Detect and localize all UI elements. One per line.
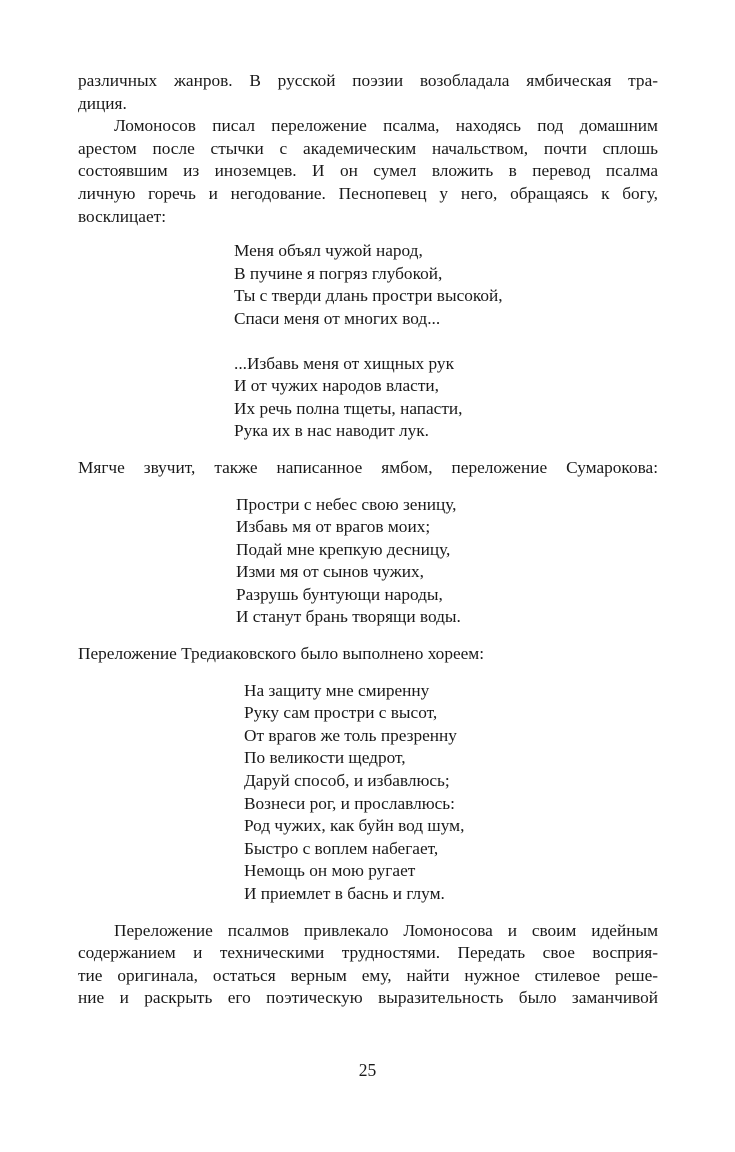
poem-line: Изми мя от сынов чужих, (236, 562, 424, 582)
text-line: личную горечь и негодование. Песнопевец у него, обращаясь к богу, (78, 183, 658, 203)
text-line: состоявшим из иноземцев. И он сумел вложить в перевод псалма (78, 161, 658, 181)
text-line: Ломоносов писал переложение псалма, находясь под домашним (114, 116, 658, 136)
poem-line: Немощь он мою ругает (244, 861, 416, 881)
text-line: содержанием и техническими трудностями. Передать свое восприя- (78, 943, 658, 963)
trediakovsky-intro (78, 643, 658, 666)
poem-line: ...Избавь меня от хищных рук (234, 353, 454, 373)
poem-line: Быстро с воплем набегает, (244, 838, 439, 858)
text-line: Переложение псалмов привлекало Ломоносова и своим идейным (114, 920, 658, 940)
text-line: тие оригинала, остаться верным ему, найти нужное стилевое реше- (78, 965, 658, 985)
poem-line: Простри с небес свою зеницу, (236, 494, 457, 514)
poem-line: Рука их в нас наводит лук. (234, 421, 429, 441)
poem-line: На защиту мне смиренну (244, 680, 430, 700)
poem-line: Вознеси рог, и прославлюсь: (244, 793, 455, 813)
poem-line: В пучине я погряз глубокой, (234, 263, 443, 283)
opening-paragraph (78, 70, 658, 115)
page-number: 25 (358, 1060, 377, 1080)
poem-line: Род чужих, как буйн вод шум, (244, 816, 465, 836)
lomonosov-stanza-1 (78, 240, 658, 330)
poem-line: Их речь полна тщеты, напасти, (234, 398, 463, 418)
poem-line: Подай мне крепкую десницу, (236, 539, 451, 559)
poem-line: Разрушь бунтующи народы, (236, 584, 443, 604)
trediakovsky-poem (78, 680, 658, 906)
poem-line: Избавь мя от врагов моих; (236, 517, 431, 537)
poem-line: Даруй способ, и избавлюсь; (244, 771, 450, 791)
text-line: диция. (78, 93, 127, 113)
page-body (78, 70, 658, 1010)
lomonosov-stanza-2 (78, 353, 658, 443)
text-line: восклицает: (78, 206, 166, 226)
text-line: Мягче звучит, также написанное ямбом, переложение Сумарокова: (78, 457, 658, 477)
sumarokov-poem (78, 494, 658, 630)
poem-line: По великости щедрот, (244, 748, 406, 768)
poem-line: И станут брань творящи воды. (236, 607, 461, 627)
poem-line: И приемлет в баснь и глум. (244, 884, 445, 903)
text-line: Переложение Тредиаковского было выполнено хореем: (78, 644, 485, 664)
text-line: арестом после стычки с академическим начальством, почти сплошь (78, 138, 658, 158)
sumarokov-intro (78, 457, 658, 480)
text-line: ние и раскрыть его поэтическую выразительность было заманчивой (78, 988, 658, 1008)
poem-line: Ты с тверди длань простри высокой, (234, 286, 503, 306)
closing-paragraph (78, 920, 658, 1010)
poem-line: Спаси меня от многих вод... (234, 308, 441, 328)
poem-line: И от чужих народов власти, (234, 376, 439, 396)
poem-line: Меня объял чужой народ, (234, 241, 423, 261)
text-line: различных жанров. В русской поэзии возобладала ямбическая тра- (78, 71, 658, 90)
poem-line: От врагов же толь презренну (244, 725, 457, 745)
poem-line: Руку сам простри с высот, (244, 703, 438, 723)
lomonosov-paragraph (78, 115, 658, 228)
